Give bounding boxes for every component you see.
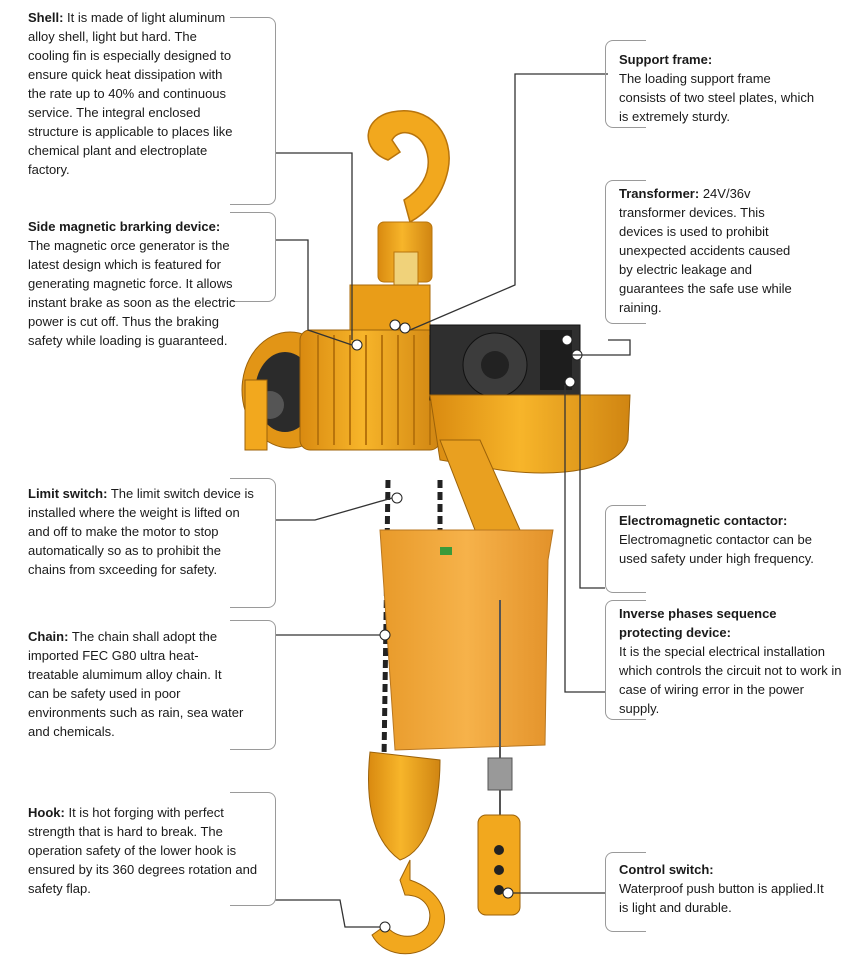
- callout-support-frame: [619, 50, 819, 126]
- callout-contactor: [619, 511, 829, 568]
- top-hook: [368, 111, 449, 297]
- contactor-title: Electromagnetic contactor:: [619, 513, 788, 528]
- callout-hook: [28, 803, 272, 898]
- leader-shell: [275, 153, 352, 340]
- hook-title: Hook:: [28, 805, 65, 820]
- callout-shell: [28, 8, 238, 179]
- dot-shell: [390, 320, 400, 330]
- contactor-text: Electromagnetic contactor can be used safety under high frequency.: [619, 532, 814, 566]
- inverse-phase-text: It is the special electrical installation which controls the circuit not to work in case of wiring error in the power supply.: [619, 644, 842, 716]
- side-brake-title: Side magnetic brarking device:: [28, 219, 221, 234]
- dot-support-frame: [400, 323, 410, 333]
- hook-text: It is hot forging with perfect strength that is hard to break. The operation safety of the lower hook is ensured by its 360 degrees rotation and safety flap.: [28, 805, 258, 896]
- motor-shell: [242, 330, 440, 450]
- leader-limit-switch: [275, 498, 392, 520]
- chain-text: The chain shall adopt the imported FEC G80 ultra heat-treatable alumimum alloy chain. It can be safety used in poor environments such as rain, sea water and chemicals.: [28, 629, 244, 739]
- shell-text: It is made of light aluminum alloy shell, light but hard. The cooling fin is especially designed to ensure quick heat dissipation with the rate up to 40% and continuous service. The integral enclosed structure is applicable to places like chemical plant and electroplate factory.: [28, 10, 233, 177]
- control-switch-title: Control switch:: [619, 862, 714, 877]
- callout-limit-switch: [28, 484, 260, 579]
- callout-inverse-phase: [619, 604, 843, 718]
- shell-title: Shell:: [28, 10, 64, 25]
- callout-chain: [28, 627, 246, 741]
- leader-contactor: [580, 360, 605, 588]
- side-brake-text: The magnetic orce generator is the latest design which is featured for generating magnetic force. It allows instant brake as soon as the electric power is cut off. Thus the braking safety while loading is guaranteed.: [28, 238, 236, 348]
- control-switch-text: Waterproof push button is applied.It is light and durable.: [619, 881, 824, 915]
- dot-transformer: [562, 335, 572, 345]
- leader-support-frame: [410, 74, 608, 330]
- transformer-text: 24V/36v transformer devices. This devices is used to prohibit unexpected accidents caused by electric leakage and guarantees the safe use while raining.: [619, 186, 792, 315]
- transformer-title: Transformer:: [619, 186, 700, 201]
- chain-title: Chain:: [28, 629, 69, 644]
- dot-chain: [380, 630, 390, 640]
- callout-transformer: [619, 184, 799, 317]
- limit-switch-text: The limit switch device is installed where the weight is lifted on and off to make the motor to stop automatically so as to prohibit the chains from sxceeding for safety.: [28, 486, 254, 577]
- support-frame-text: The loading support frame consists of two steel plates, which is extremely sturdy.: [619, 71, 815, 124]
- chain-bag: [380, 530, 553, 750]
- dot-control-switch: [503, 888, 513, 898]
- leader-hook: [275, 900, 380, 927]
- dot-inverse-phase: [565, 377, 575, 387]
- limit-switch-title: Limit switch:: [28, 486, 108, 501]
- callout-side-brake: [28, 217, 243, 350]
- bottom-hook: [369, 752, 445, 954]
- callout-control-switch: [619, 860, 825, 917]
- dot-hook: [380, 922, 390, 932]
- inverse-phase-title: Inverse phases sequence protecting device:: [619, 606, 777, 640]
- dot-limit-switch: [392, 493, 402, 503]
- support-frame-title: Support frame:: [619, 52, 713, 67]
- dot-side-brake: [352, 340, 362, 350]
- leader-side-brake: [275, 240, 352, 345]
